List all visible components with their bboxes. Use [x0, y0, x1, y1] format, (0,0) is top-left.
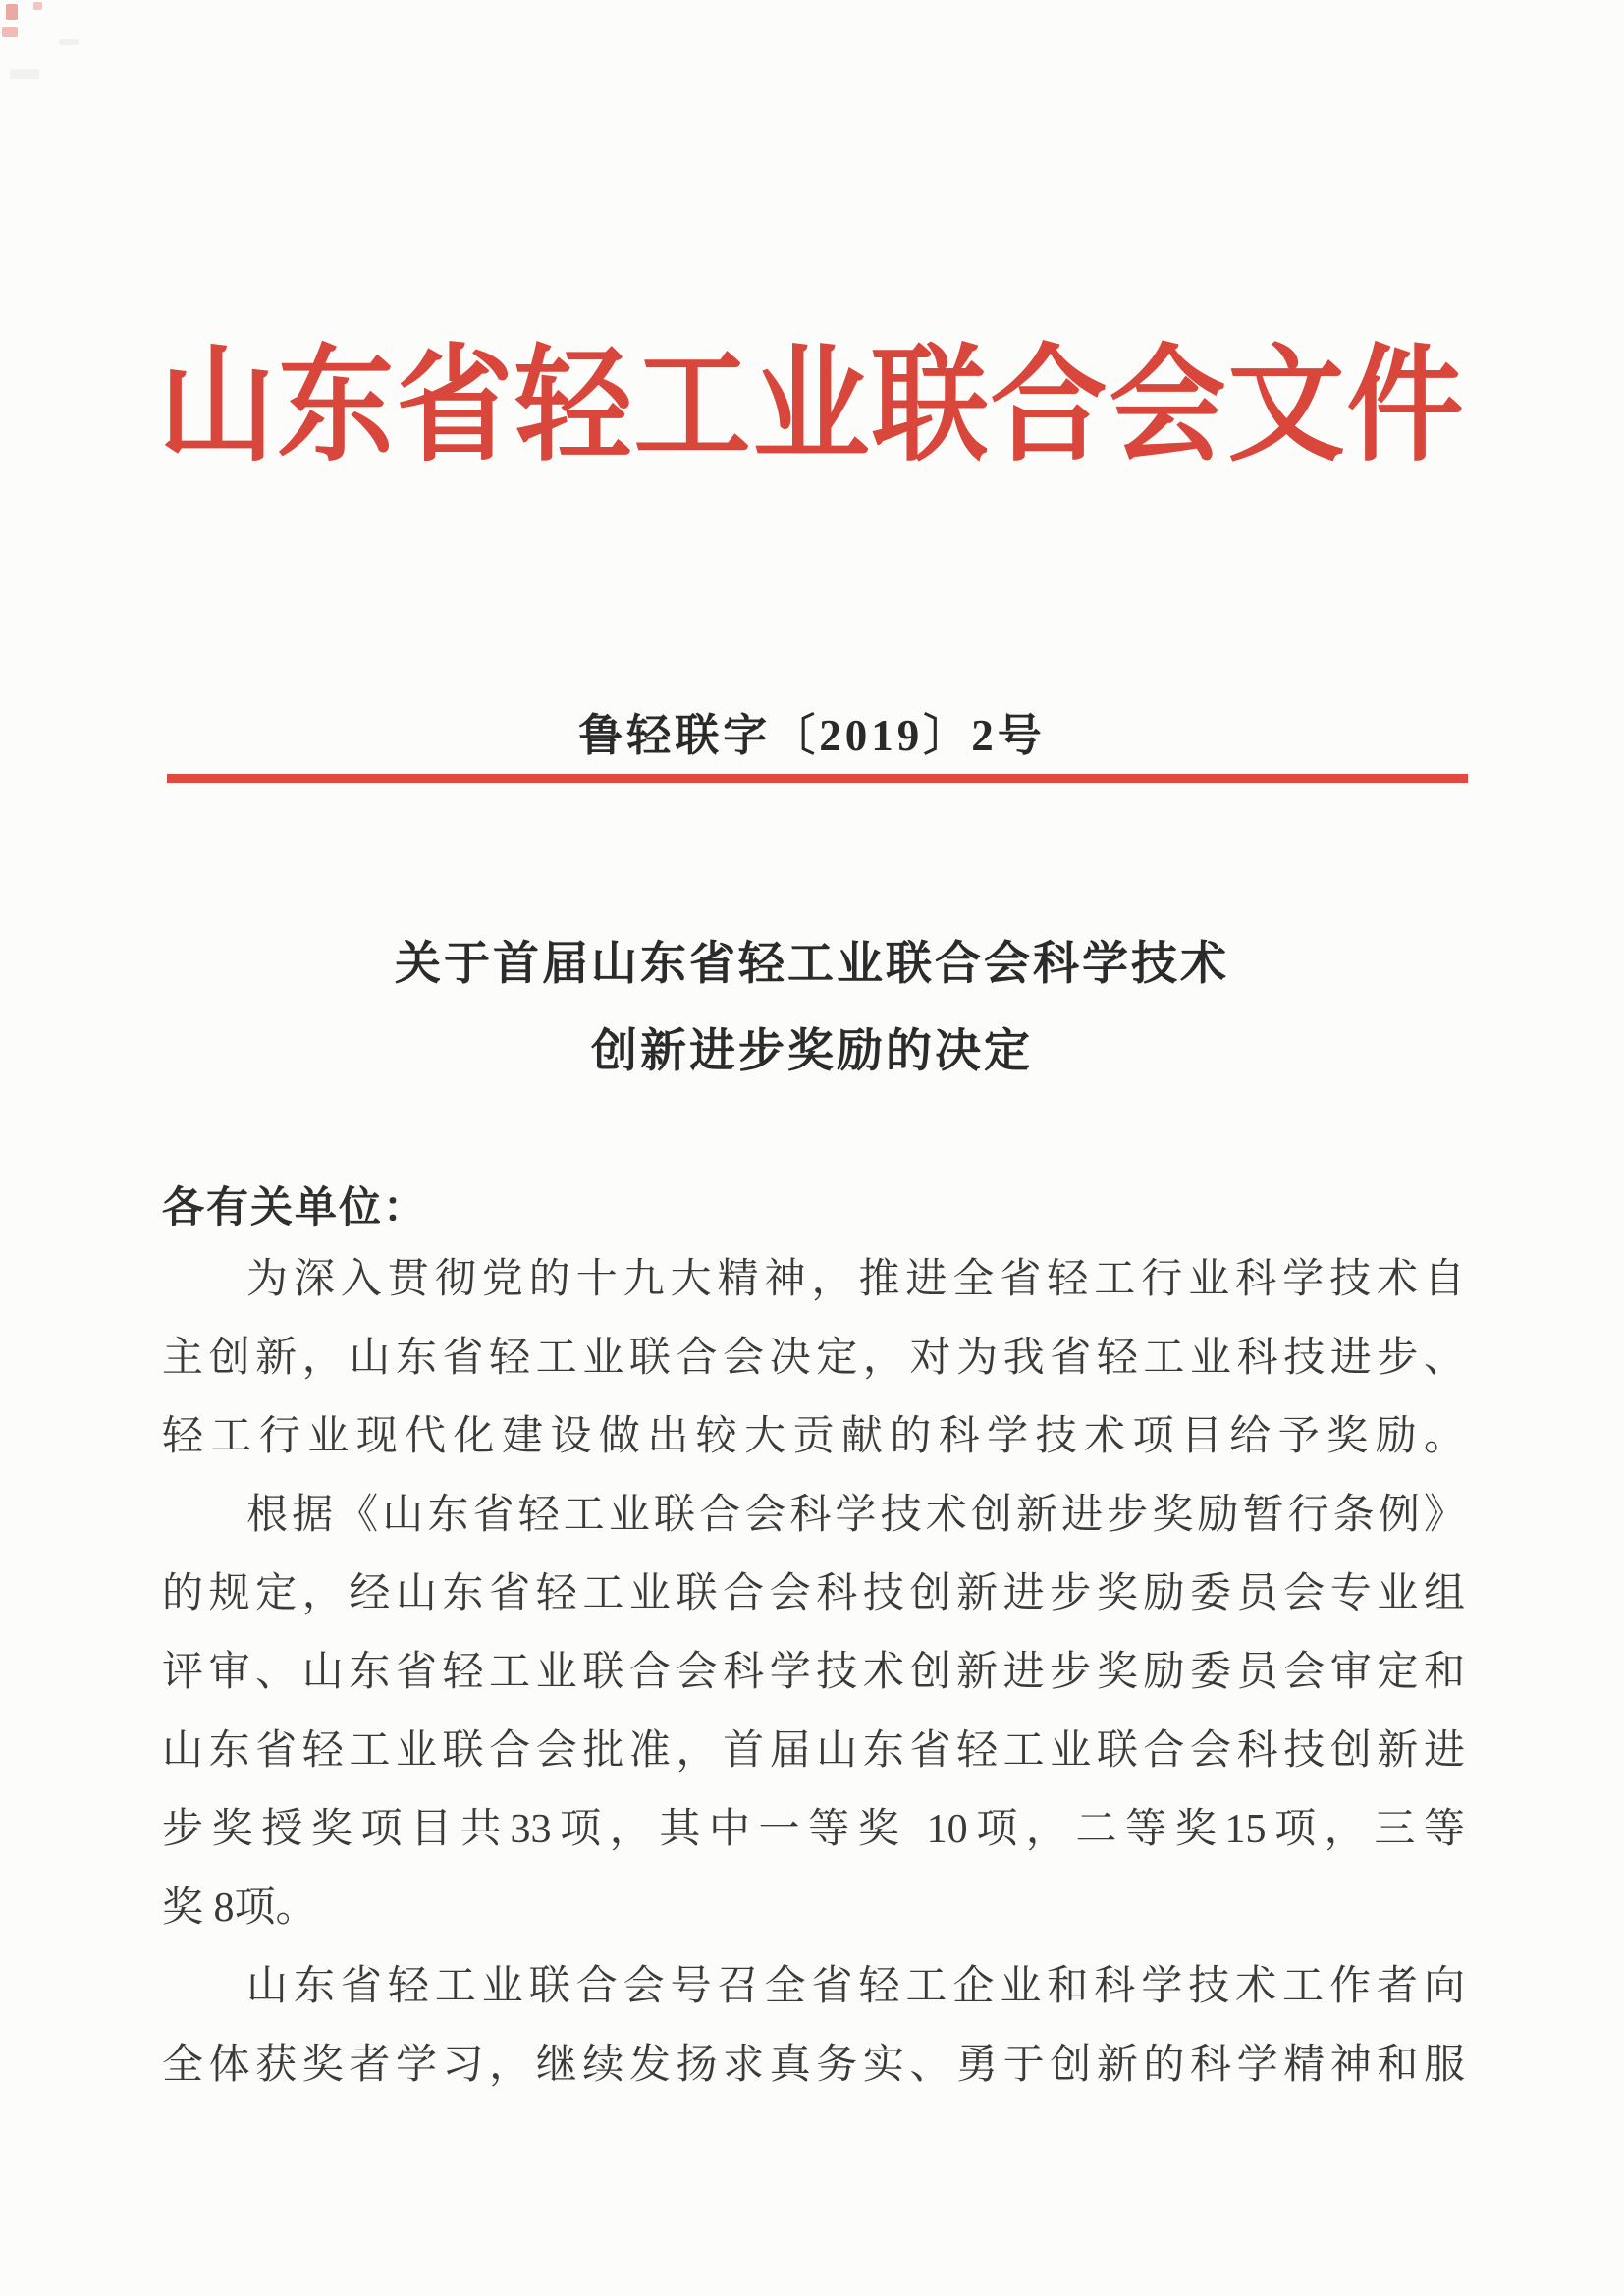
- document-banner-title: 山东省轻工业联合会文件: [158, 336, 1466, 476]
- document-number: 鲁轻联字〔2019〕2号: [578, 711, 1046, 760]
- red-separator-line: [167, 774, 1468, 783]
- scan-artifact: [33, 2, 42, 10]
- decision-title-line-2: 创新进步奖励的决定: [591, 1026, 1033, 1077]
- body-line: 步奖授奖项目共33项，其中一等奖 10项，二等奖15项，三等: [162, 1807, 1465, 1852]
- body-line: 山东省轻工业联合会批准，首届山东省轻工业联合会科技创新进: [162, 1728, 1465, 1774]
- decision-title: [0, 921, 1624, 1096]
- document-body: [162, 1240, 1465, 2105]
- decision-title-line-1: 关于首届山东省轻工业联合会科学技术: [395, 939, 1229, 990]
- scan-artifact: [6, 4, 18, 20]
- body-line: 全体获奖者学习，继续发扬求真务实、勇于创新的科学精神和服: [162, 2043, 1465, 2088]
- salutation: 各有关单位：: [162, 1185, 427, 1231]
- body-line: 轻工行业现代化建设做出较大贡献的科学技术项目给予奖励。: [162, 1414, 1465, 1459]
- body-line: 为深入贯彻党的十九大精神，推进全省轻工行业科学技术自: [246, 1257, 1465, 1302]
- body-line: 山东省轻工业联合会号召全省轻工企业和科学技术工作者向: [246, 1964, 1465, 2009]
- scan-artifact: [2, 27, 18, 37]
- body-line: 奖 8项。: [162, 1886, 317, 1931]
- scan-artifact: [10, 69, 39, 79]
- body-line: 主创新，山东省轻工业联合会决定，对为我省轻工业科技进步、: [162, 1336, 1465, 1381]
- body-line: 根据《山东省轻工业联合会科学技术创新进步奖励暂行条例》: [246, 1493, 1465, 1538]
- body-line: 的规定，经山东省轻工业联合会科技创新进步奖励委员会专业组: [162, 1571, 1465, 1616]
- body-line: 评审、山东省轻工业联合会科学技术创新进步奖励委员会审定和: [162, 1650, 1465, 1695]
- scan-artifact: [59, 39, 79, 45]
